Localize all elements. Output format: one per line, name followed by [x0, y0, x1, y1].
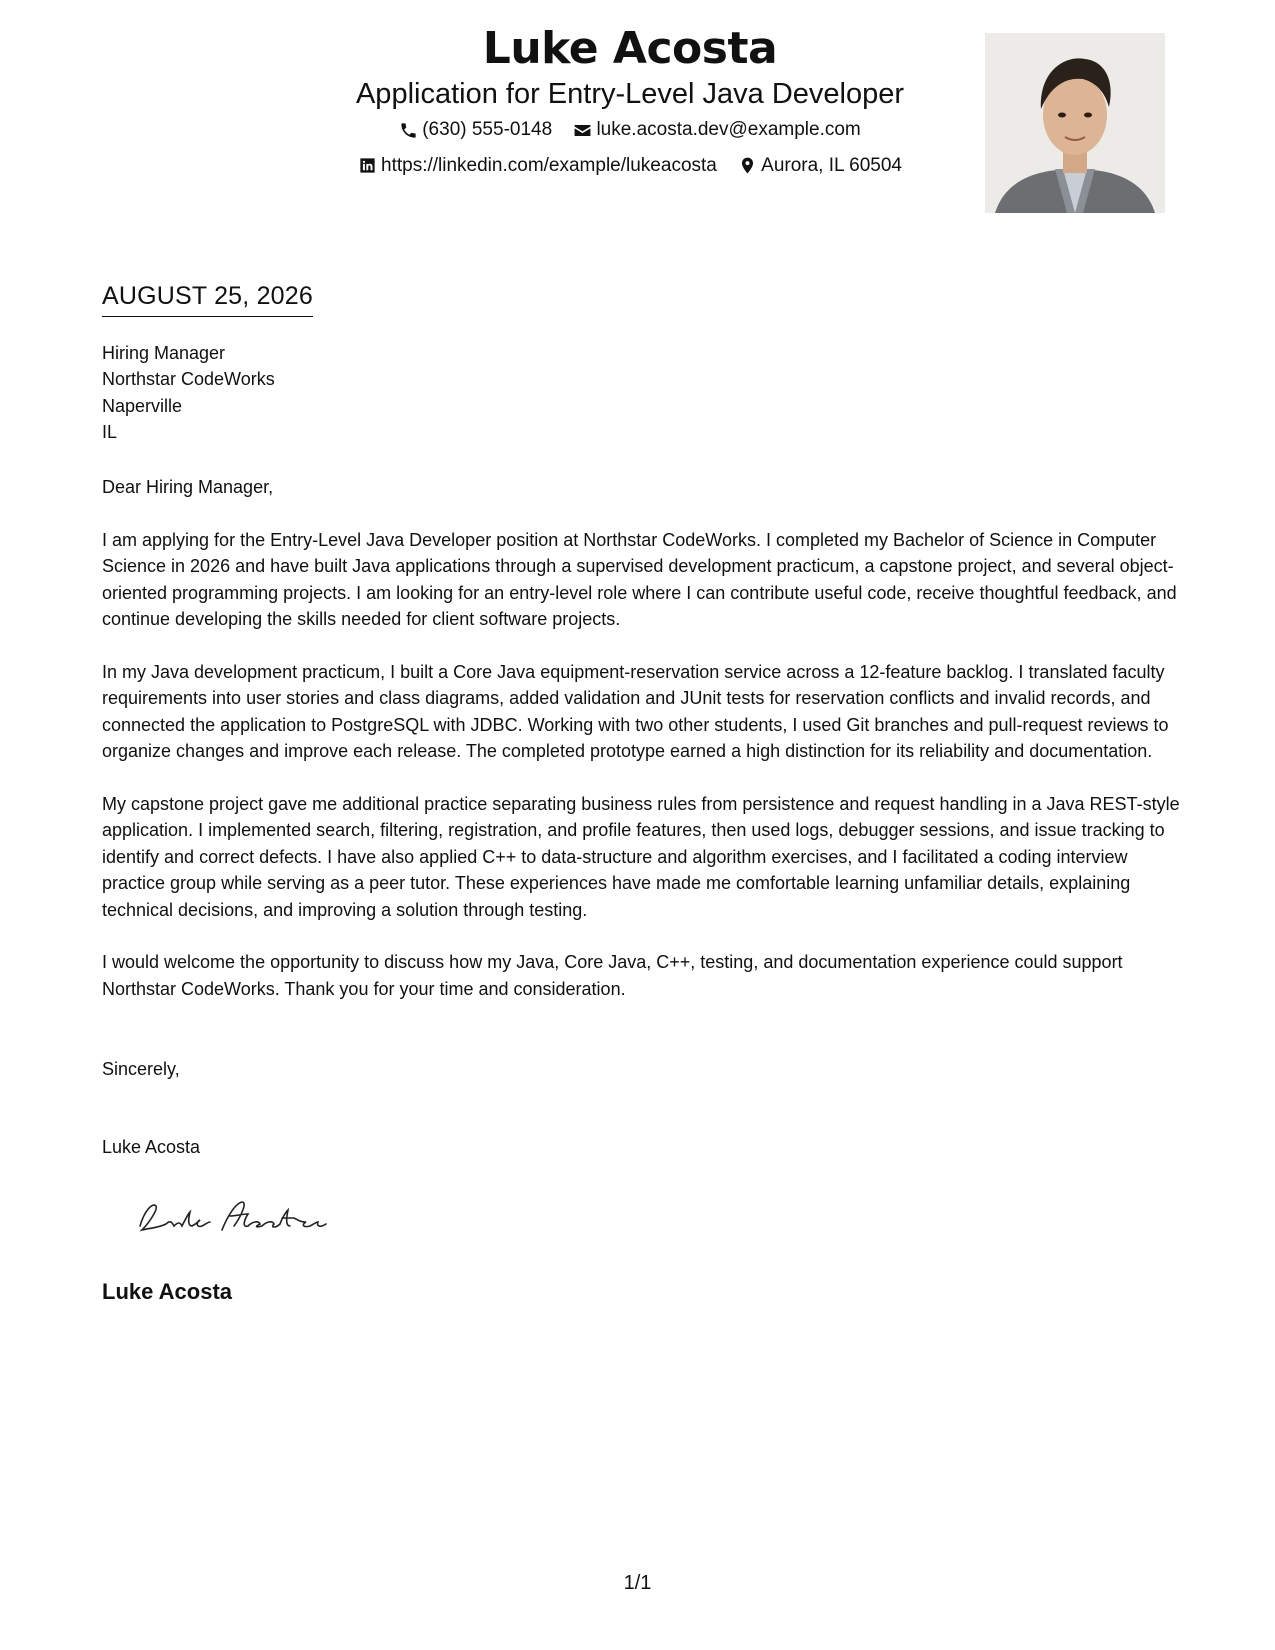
- recipient-company: Northstar CodeWorks: [102, 369, 275, 390]
- body-paragraph: I am applying for the Entry-Level Java Developer position at Northstar CodeWorks. I completed my Bachelor of Science in Computer Science in 2026 and have built Java applications through a supervised development practicum, a capstone project, and several object-oriented programming projects. I am looking for an entry-level role where I can contribute useful code, receive thoughtful feedback, and continue developing the skills needed for client software projects.: [102, 530, 1177, 630]
- letter-body: [102, 527, 1182, 1029]
- contact-row-1: [260, 117, 1000, 148]
- body-paragraph: My capstone project gave me additional practice separating business rules from persistence and request handling in a Java REST-style application. I implemented search, filtering, registration, and profile features, then used logs, debugger sessions, and issue tracking to identify and correct defects. I have also applied C++ to data-structure and algorithm exercises, and I facilitated a coding interview practice group while serving as a peer tutor. These experiences have made me comfortable learning unfamiliar details, explaining technical decisions, and improving a solution through testing.: [102, 794, 1180, 920]
- recipient-state: IL: [102, 422, 118, 443]
- application-subtitle: Application for Entry-Level Java Developer: [355, 78, 905, 110]
- applicant-photo: [985, 33, 1165, 213]
- signer-name: Luke Acosta: [102, 1279, 233, 1304]
- body-paragraph: In my Java development practicum, I built a Core Java equipment-reservation service across a 12-feature backlog. I translated faculty requirements into user stories and class diagrams, added validation and JUnit tests for reservation conflicts and invalid records, and connected the application to PostgreSQL with JDBC. Working with two other students, I used Git branches and pull-request reviews to organize changes and improve each release. The completed prototype earned a high distinction for its reliability and documentation.: [102, 662, 1169, 762]
- email-contact[interactable]: [573, 117, 860, 143]
- body-paragraph: I would welcome the opportunity to discuss how my Java, Core Java, C++, testing, and documentation experience could support Northstar CodeWorks. Thank you for your time and consideration.: [102, 952, 1123, 999]
- closing: Sincerely,: [102, 1059, 180, 1079]
- letter-date: AUGUST 25, 2026: [102, 280, 313, 317]
- map-pin-icon: [738, 156, 757, 175]
- email-address: luke.acosta.dev@example.com: [596, 119, 861, 140]
- contact-row-2: [260, 153, 1000, 184]
- location-text: Aurora, IL 60504: [761, 154, 902, 176]
- phone-number: (630) 555-0148: [422, 119, 553, 140]
- linkedin-icon: [358, 156, 377, 175]
- envelope-icon: [573, 121, 592, 140]
- linkedin-contact[interactable]: [358, 153, 717, 179]
- linkedin-url: https://linkedin.com/example/lukeacosta: [381, 154, 717, 176]
- recipient-block: [102, 340, 1182, 446]
- letter-header: [260, 22, 1000, 183]
- page-number: 1/1: [623, 1572, 652, 1594]
- phone-icon: [399, 121, 418, 140]
- recipient-city: Naperville: [102, 395, 183, 416]
- phone-contact[interactable]: [399, 117, 552, 143]
- location-contact: [738, 153, 902, 179]
- closing-name: Luke Acosta: [102, 1137, 201, 1157]
- applicant-name: Luke Acosta: [482, 23, 778, 74]
- handwritten-signature: [130, 1192, 340, 1242]
- salutation: Dear Hiring Manager,: [102, 477, 274, 497]
- recipient-title: Hiring Manager: [102, 343, 226, 363]
